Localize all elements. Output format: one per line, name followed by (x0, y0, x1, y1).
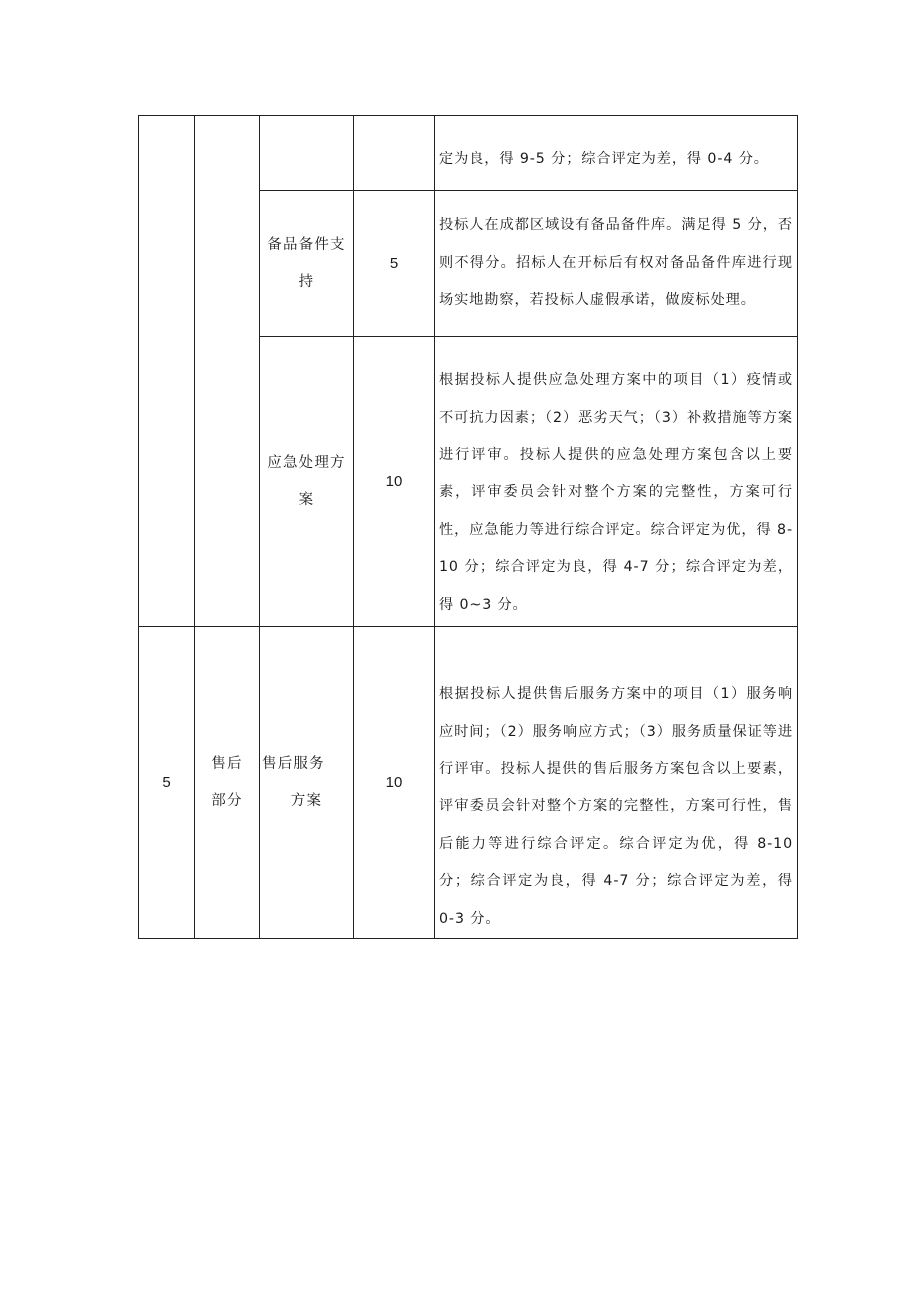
description-emergency-plan (435, 337, 797, 626)
item-after-sales-plan (260, 627, 353, 938)
item-spare-parts (260, 191, 353, 336)
description-after-sales-plan (435, 627, 797, 938)
table-row-continued-description (435, 116, 797, 190)
points-value: 10 (385, 473, 403, 490)
table-border-bottom (138, 938, 798, 939)
points-after-sales-plan (354, 627, 434, 938)
item-emergency-plan (260, 337, 353, 626)
description-text: 根据投标人提供售后服务方案中的项目（1）服务响应时间；（2）服务响应方式；（3）服务质量保证等进行评审。投标人提供的售后服务方案包含以上要素，评审委员会针对整个方案的完整性，方案可行性，售后能力等进行综合评定。综合评定为优，得 8-10 分；综合评定为良，得 4-7 分；综合评定为差，得 0-3 分。 (439, 686, 793, 927)
item-line: 方案 (290, 792, 323, 809)
points-spare-parts (354, 191, 434, 336)
item-line: 售后服务 (262, 755, 325, 772)
description-text: 定为良，得 9-5 分；综合评定为差，得 0-4 分。 (439, 150, 769, 167)
description-text: 根据投标人提供应急处理方案中的项目（1）疫情或不可抗力因素；（2）恶劣天气；（3）补救措施等方案进行评审。投标人提供的应急处理方案包含以上要素，评审委员会针对整个方案的完整性，方案可行性，应急能力等进行综合评定。综合评定为优，得 8-10 分；综合评定为良，得 4-7 分；综合评定为差，得 0~3 分。 (439, 372, 793, 613)
points-value: 5 (389, 255, 399, 272)
description-text: 投标人在成都区域设有备品备件库。满足得 5 分，否则不得分。招标人在开标后有权对备品备件库进行现场实地勘察，若投标人虚假承诺，做废标处理。 (439, 217, 793, 309)
table-border-right (797, 115, 798, 939)
category-line: 售后 (211, 755, 243, 772)
section-number: 5 (162, 774, 171, 791)
description-spare-parts (435, 191, 797, 336)
item-label: 备品备件支持 (267, 236, 346, 290)
section-index (139, 627, 194, 938)
points-value: 10 (385, 774, 403, 791)
item-label: 应急处理方案 (267, 454, 346, 508)
points-emergency-plan (354, 337, 434, 626)
category-line: 部分 (211, 792, 243, 809)
section-category (195, 627, 259, 938)
